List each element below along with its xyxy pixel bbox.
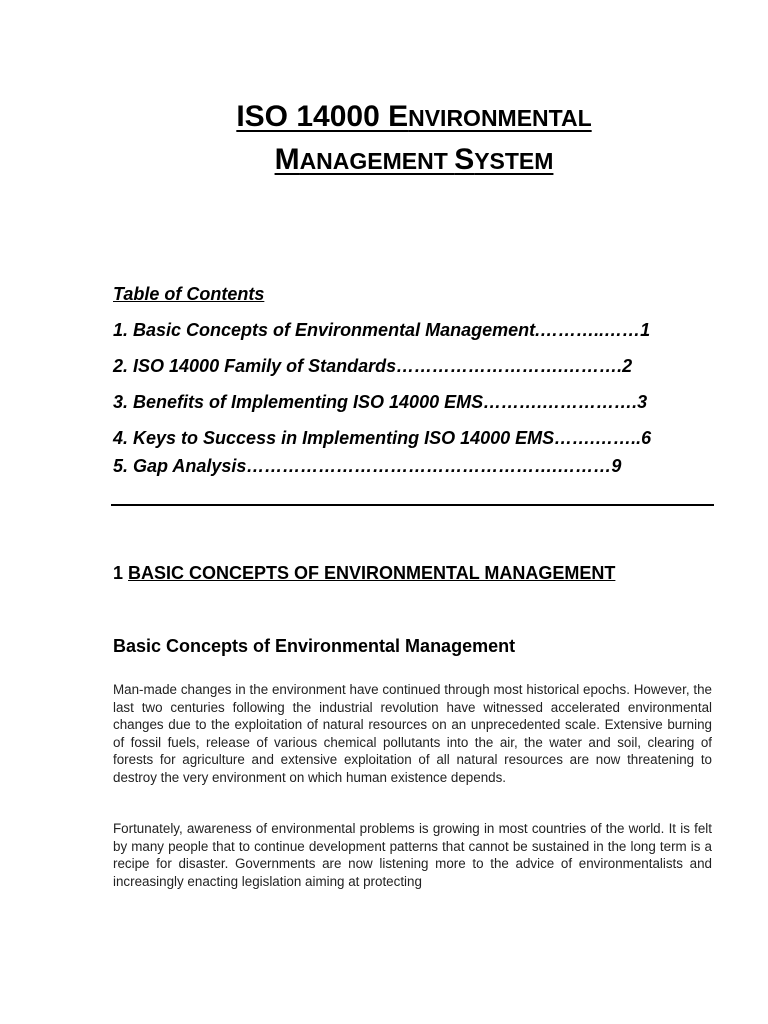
toc-heading: Table of Contents — [113, 284, 265, 304]
toc-entry-3[interactable]: 3. Benefits of Implementing ISO 14000 EMS……….…………….3 — [113, 392, 648, 412]
toc-entry-5[interactable]: 5. Gap Analysis…………………………………………….………9 — [113, 456, 622, 476]
document-title-line-1 — [0, 98, 768, 141]
title-part: M — [274, 143, 300, 176]
section-subheading: Basic Concepts of Environmental Management — [113, 636, 516, 656]
title-part: YSTEM — [474, 148, 554, 174]
section-heading — [113, 563, 615, 584]
body-paragraph-1: Man-made changes in the environment have continued through most historical epochs. However, the last two centuries following the industrial revolution have witnessed accelerated environmental changes due to the exploitation of natural resources on an unprecedented scale. Extensive burning of fossil fuels, release of various chemical pollutants into the air, the water and soil, clearing of forests for agriculture and extensive exploitation of all natural resources are now threatening to destroy the very environment on which human existence depends. — [113, 682, 712, 785]
body-paragraph-2: Fortunately, awareness of environmental problems is growing in most countries of the world. It is felt by many people that to continue development patterns that cannot be sustained in the long term is a recipe for disaster. Governments are now listening more to the advice of environmentalists and increasingly enacting legislation aiming at protecting — [113, 821, 712, 889]
title-part: S — [454, 143, 475, 176]
section-number: 1 — [113, 563, 124, 583]
toc-entry-4[interactable]: 4. Keys to Success in Implementing ISO 14000 EMS…….……..6 — [113, 428, 652, 448]
toc-divider — [111, 504, 714, 506]
toc-entry-1[interactable]: 1. Basic Concepts of Environmental Management.………..……1 — [113, 320, 651, 340]
toc-entry-2[interactable]: 2. ISO 14000 Family of Standards……………………….……….2 — [113, 356, 633, 376]
document-title-line-2 — [0, 141, 768, 184]
section-title: BASIC CONCEPTS OF ENVIRONMENTAL MANAGEMENT — [128, 563, 616, 583]
document-title — [0, 98, 768, 184]
title-part: NVIRONMENTAL — [408, 105, 592, 131]
title-part: ISO 14000 E — [236, 100, 409, 133]
title-part: ANAGEMENT — [299, 148, 455, 174]
